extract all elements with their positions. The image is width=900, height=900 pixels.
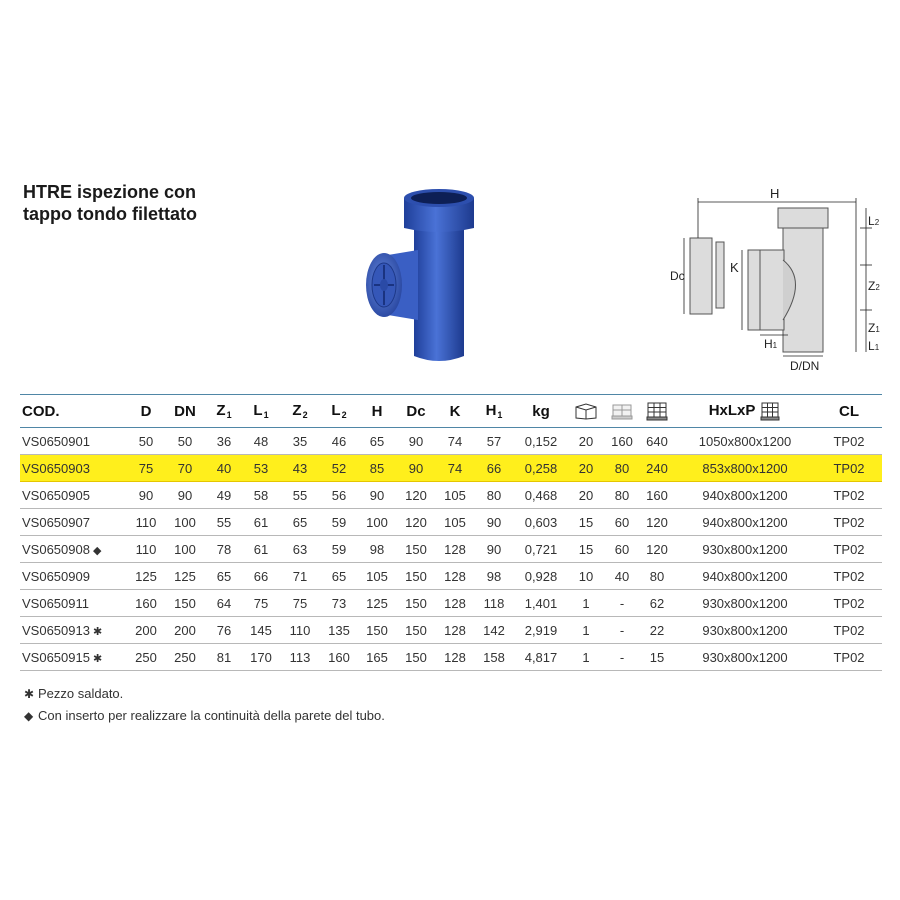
- cell-h: 98: [358, 536, 396, 563]
- footnote-welded-text: Pezzo saldato.: [38, 686, 124, 701]
- cell-d: 200: [128, 617, 164, 644]
- cell-kg: 0,468: [514, 482, 568, 509]
- cell-l2: 65: [320, 563, 358, 590]
- cell-pallet: 120: [640, 509, 674, 536]
- cell-small: 80: [604, 455, 640, 482]
- cell-cl: TP02: [816, 482, 882, 509]
- cell-cl: TP02: [816, 428, 882, 455]
- cell-kg: 1,401: [514, 590, 568, 617]
- cell-z2: 75: [280, 590, 320, 617]
- cell-k: 74: [436, 455, 474, 482]
- cell-kg: 0,928: [514, 563, 568, 590]
- cell-pallet: 15: [640, 644, 674, 671]
- cell-z1: 65: [206, 563, 242, 590]
- cell-z2: 63: [280, 536, 320, 563]
- cell-dc: 150: [396, 563, 436, 590]
- cell-dims: 853x800x1200: [674, 455, 816, 482]
- product-code: VS0650907: [22, 514, 90, 530]
- cell-l2: 160: [320, 644, 358, 671]
- cell-h: 85: [358, 455, 396, 482]
- cell-l1: 61: [242, 536, 280, 563]
- cell-pallet: 160: [640, 482, 674, 509]
- cell-k: 128: [436, 536, 474, 563]
- cell-z2: 113: [280, 644, 320, 671]
- cell-pallet: 80: [640, 563, 674, 590]
- cell-dims: 930x800x1200: [674, 590, 816, 617]
- cell-k: 74: [436, 428, 474, 455]
- cell-box: 20: [568, 428, 604, 455]
- small-pallet-icon: [610, 402, 634, 420]
- cell-cl: TP02: [816, 644, 882, 671]
- cell-l1: 48: [242, 428, 280, 455]
- diamond-icon: ◆: [92, 544, 102, 557]
- cell-dc: 90: [396, 428, 436, 455]
- cell-box: 20: [568, 482, 604, 509]
- cell-l2: 73: [320, 590, 358, 617]
- cell-z2: 35: [280, 428, 320, 455]
- cell-cl: TP02: [816, 509, 882, 536]
- table-row: [20, 428, 882, 455]
- table-row: [20, 590, 882, 617]
- cell-h: 105: [358, 563, 396, 590]
- cell-box: 15: [568, 509, 604, 536]
- header-l1: $L_1$: [242, 395, 280, 428]
- asterisk-icon: ✱: [24, 687, 35, 701]
- header-k: K: [436, 395, 474, 428]
- cell-small: 60: [604, 536, 640, 563]
- cell-cod: [20, 617, 128, 644]
- cell-cl: TP02: [816, 590, 882, 617]
- pallet-dims-icon: [759, 401, 781, 421]
- cell-kg: 0,258: [514, 455, 568, 482]
- asterisk-icon: ✱: [92, 652, 103, 665]
- cell-d: 90: [128, 482, 164, 509]
- cell-l2: 59: [320, 509, 358, 536]
- product-code: VS0650905: [22, 487, 90, 503]
- product-code: VS0650909: [22, 568, 90, 584]
- cell-l2: 56: [320, 482, 358, 509]
- cell-kg: 4,817: [514, 644, 568, 671]
- cell-l1: 170: [242, 644, 280, 671]
- cell-dc: 150: [396, 536, 436, 563]
- cell-box: 15: [568, 536, 604, 563]
- cell-cod: [20, 644, 128, 671]
- title-line-1: HTRE ispezione con: [23, 182, 197, 202]
- cell-h1: 90: [474, 536, 514, 563]
- footnotes: [24, 683, 385, 727]
- cell-k: 128: [436, 590, 474, 617]
- cell-cl: TP02: [816, 563, 882, 590]
- header-h: H: [358, 395, 396, 428]
- product-code: VS0650903: [22, 460, 90, 476]
- cell-d: 160: [128, 590, 164, 617]
- spec-table: [20, 394, 882, 671]
- cell-d: 50: [128, 428, 164, 455]
- cell-h: 125: [358, 590, 396, 617]
- cell-dims: 1050x800x1200: [674, 428, 816, 455]
- cell-h: 150: [358, 617, 396, 644]
- cell-h1: 66: [474, 455, 514, 482]
- dim-l1: L1: [868, 339, 880, 353]
- cell-dn: 150: [164, 590, 206, 617]
- cell-cod: [20, 536, 128, 563]
- cell-z1: 40: [206, 455, 242, 482]
- header-hxlxp: HxLxP: [674, 395, 816, 428]
- table-body: [20, 428, 882, 671]
- cell-l1: 75: [242, 590, 280, 617]
- table-row: [20, 509, 882, 536]
- header-kg: kg: [514, 395, 568, 428]
- cell-kg: 0,152: [514, 428, 568, 455]
- cell-z1: 55: [206, 509, 242, 536]
- cell-k: 128: [436, 644, 474, 671]
- cell-dc: 150: [396, 617, 436, 644]
- cell-cod: [20, 482, 128, 509]
- cell-pallet: 62: [640, 590, 674, 617]
- cell-dims: 930x800x1200: [674, 617, 816, 644]
- footnote-insert: [24, 705, 385, 727]
- cell-z2: 110: [280, 617, 320, 644]
- dim-z2: Z2: [868, 279, 880, 293]
- cell-dc: 90: [396, 455, 436, 482]
- cell-dims: 940x800x1200: [674, 563, 816, 590]
- cell-k: 105: [436, 509, 474, 536]
- cell-dims: 940x800x1200: [674, 482, 816, 509]
- cell-d: 250: [128, 644, 164, 671]
- cell-dn: 200: [164, 617, 206, 644]
- header-box: [568, 395, 604, 428]
- header-z2: $Z_2$: [280, 395, 320, 428]
- cell-h1: 158: [474, 644, 514, 671]
- title-line-2: tappo tondo filettato: [23, 204, 197, 224]
- cell-z2: 71: [280, 563, 320, 590]
- cell-dims: 940x800x1200: [674, 509, 816, 536]
- cell-dc: 120: [396, 509, 436, 536]
- cell-h1: 98: [474, 563, 514, 590]
- header-h1: $H_1$: [474, 395, 514, 428]
- cell-dn: 125: [164, 563, 206, 590]
- cell-kg: 0,721: [514, 536, 568, 563]
- cell-small: -: [604, 617, 640, 644]
- cell-cod: [20, 590, 128, 617]
- cell-pallet: 640: [640, 428, 674, 455]
- asterisk-icon: ✱: [92, 625, 103, 638]
- cell-dn: 100: [164, 536, 206, 563]
- cell-l1: 66: [242, 563, 280, 590]
- dim-z1: Z1: [868, 321, 880, 335]
- cell-d: 75: [128, 455, 164, 482]
- header-dn: DN: [164, 395, 206, 428]
- cell-h: 100: [358, 509, 396, 536]
- technical-drawing: [668, 180, 878, 375]
- cell-z2: 55: [280, 482, 320, 509]
- header-cl: CL: [816, 395, 882, 428]
- cell-h1: 80: [474, 482, 514, 509]
- cell-small: 80: [604, 482, 640, 509]
- table-row: [20, 482, 882, 509]
- header-cod: COD.: [20, 395, 128, 428]
- footnote-welded: [24, 683, 385, 705]
- header-small-pallet: [604, 395, 640, 428]
- product-photo: [352, 186, 502, 366]
- cell-small: 60: [604, 509, 640, 536]
- cell-cod: [20, 455, 128, 482]
- cell-cl: TP02: [816, 617, 882, 644]
- cell-cod: [20, 563, 128, 590]
- cell-z1: 64: [206, 590, 242, 617]
- cell-dc: 150: [396, 644, 436, 671]
- cell-dn: 100: [164, 509, 206, 536]
- cell-l2: 46: [320, 428, 358, 455]
- header-pallet: [640, 395, 674, 428]
- cell-box: 1: [568, 590, 604, 617]
- cell-h: 165: [358, 644, 396, 671]
- dim-h: H: [770, 186, 780, 201]
- footnote-insert-text: Con inserto per realizzare la continuità della parete del tubo.: [38, 708, 385, 723]
- cell-l2: 135: [320, 617, 358, 644]
- cell-small: 160: [604, 428, 640, 455]
- pallet-icon: [645, 401, 669, 421]
- cell-small: 40: [604, 563, 640, 590]
- cell-h1: 57: [474, 428, 514, 455]
- dim-k: K: [730, 260, 739, 275]
- cell-z1: 76: [206, 617, 242, 644]
- cell-small: -: [604, 644, 640, 671]
- cell-k: 105: [436, 482, 474, 509]
- dim-dc: Dc: [670, 269, 685, 283]
- cell-l2: 59: [320, 536, 358, 563]
- cell-l1: 145: [242, 617, 280, 644]
- cell-z1: 36: [206, 428, 242, 455]
- cell-dn: 90: [164, 482, 206, 509]
- product-code: VS0650915: [22, 649, 90, 665]
- cell-dims: 930x800x1200: [674, 536, 816, 563]
- cell-box: 10: [568, 563, 604, 590]
- cell-pallet: 22: [640, 617, 674, 644]
- cell-l1: 53: [242, 455, 280, 482]
- product-code: VS0650908: [22, 541, 90, 557]
- cell-pallet: 120: [640, 536, 674, 563]
- cell-dc: 150: [396, 590, 436, 617]
- cell-d: 125: [128, 563, 164, 590]
- cell-h: 65: [358, 428, 396, 455]
- cell-dn: 250: [164, 644, 206, 671]
- cell-d: 110: [128, 536, 164, 563]
- cell-dn: 50: [164, 428, 206, 455]
- product-code: VS0650901: [22, 433, 90, 449]
- cell-cod: [20, 509, 128, 536]
- cell-k: 128: [436, 617, 474, 644]
- table-row: [20, 455, 882, 482]
- cell-cod: [20, 428, 128, 455]
- table-row: [20, 644, 882, 671]
- product-code: VS0650913: [22, 622, 90, 638]
- product-title: [23, 181, 197, 225]
- cell-box: 20: [568, 455, 604, 482]
- cell-box: 1: [568, 617, 604, 644]
- dim-ddn: D/DN: [790, 359, 820, 373]
- diamond-icon: ◆: [24, 709, 34, 723]
- cell-k: 128: [436, 563, 474, 590]
- cell-z1: 78: [206, 536, 242, 563]
- cell-z2: 43: [280, 455, 320, 482]
- cell-dc: 120: [396, 482, 436, 509]
- table-header-row: [20, 395, 882, 428]
- cell-z2: 65: [280, 509, 320, 536]
- header-l2: $L_2$: [320, 395, 358, 428]
- table-row: [20, 617, 882, 644]
- cell-l1: 58: [242, 482, 280, 509]
- cell-small: -: [604, 590, 640, 617]
- cell-h1: 118: [474, 590, 514, 617]
- cell-h1: 142: [474, 617, 514, 644]
- cell-kg: 0,603: [514, 509, 568, 536]
- header-d: D: [128, 395, 164, 428]
- cell-cl: TP02: [816, 455, 882, 482]
- cell-z1: 49: [206, 482, 242, 509]
- cell-kg: 2,919: [514, 617, 568, 644]
- dim-l2: L2: [868, 214, 880, 228]
- cell-cl: TP02: [816, 536, 882, 563]
- cell-pallet: 240: [640, 455, 674, 482]
- cell-l1: 61: [242, 509, 280, 536]
- cell-l2: 52: [320, 455, 358, 482]
- cell-z1: 81: [206, 644, 242, 671]
- cell-h: 90: [358, 482, 396, 509]
- header-z1: $Z_1$: [206, 395, 242, 428]
- table-row: [20, 563, 882, 590]
- cell-box: 1: [568, 644, 604, 671]
- box-icon: [574, 402, 598, 420]
- cell-dims: 930x800x1200: [674, 644, 816, 671]
- cell-d: 110: [128, 509, 164, 536]
- header-dc: Dc: [396, 395, 436, 428]
- dim-h1: H1: [764, 337, 778, 351]
- cell-h1: 90: [474, 509, 514, 536]
- product-code: VS0650911: [22, 595, 89, 611]
- table-row: [20, 536, 882, 563]
- cell-dn: 70: [164, 455, 206, 482]
